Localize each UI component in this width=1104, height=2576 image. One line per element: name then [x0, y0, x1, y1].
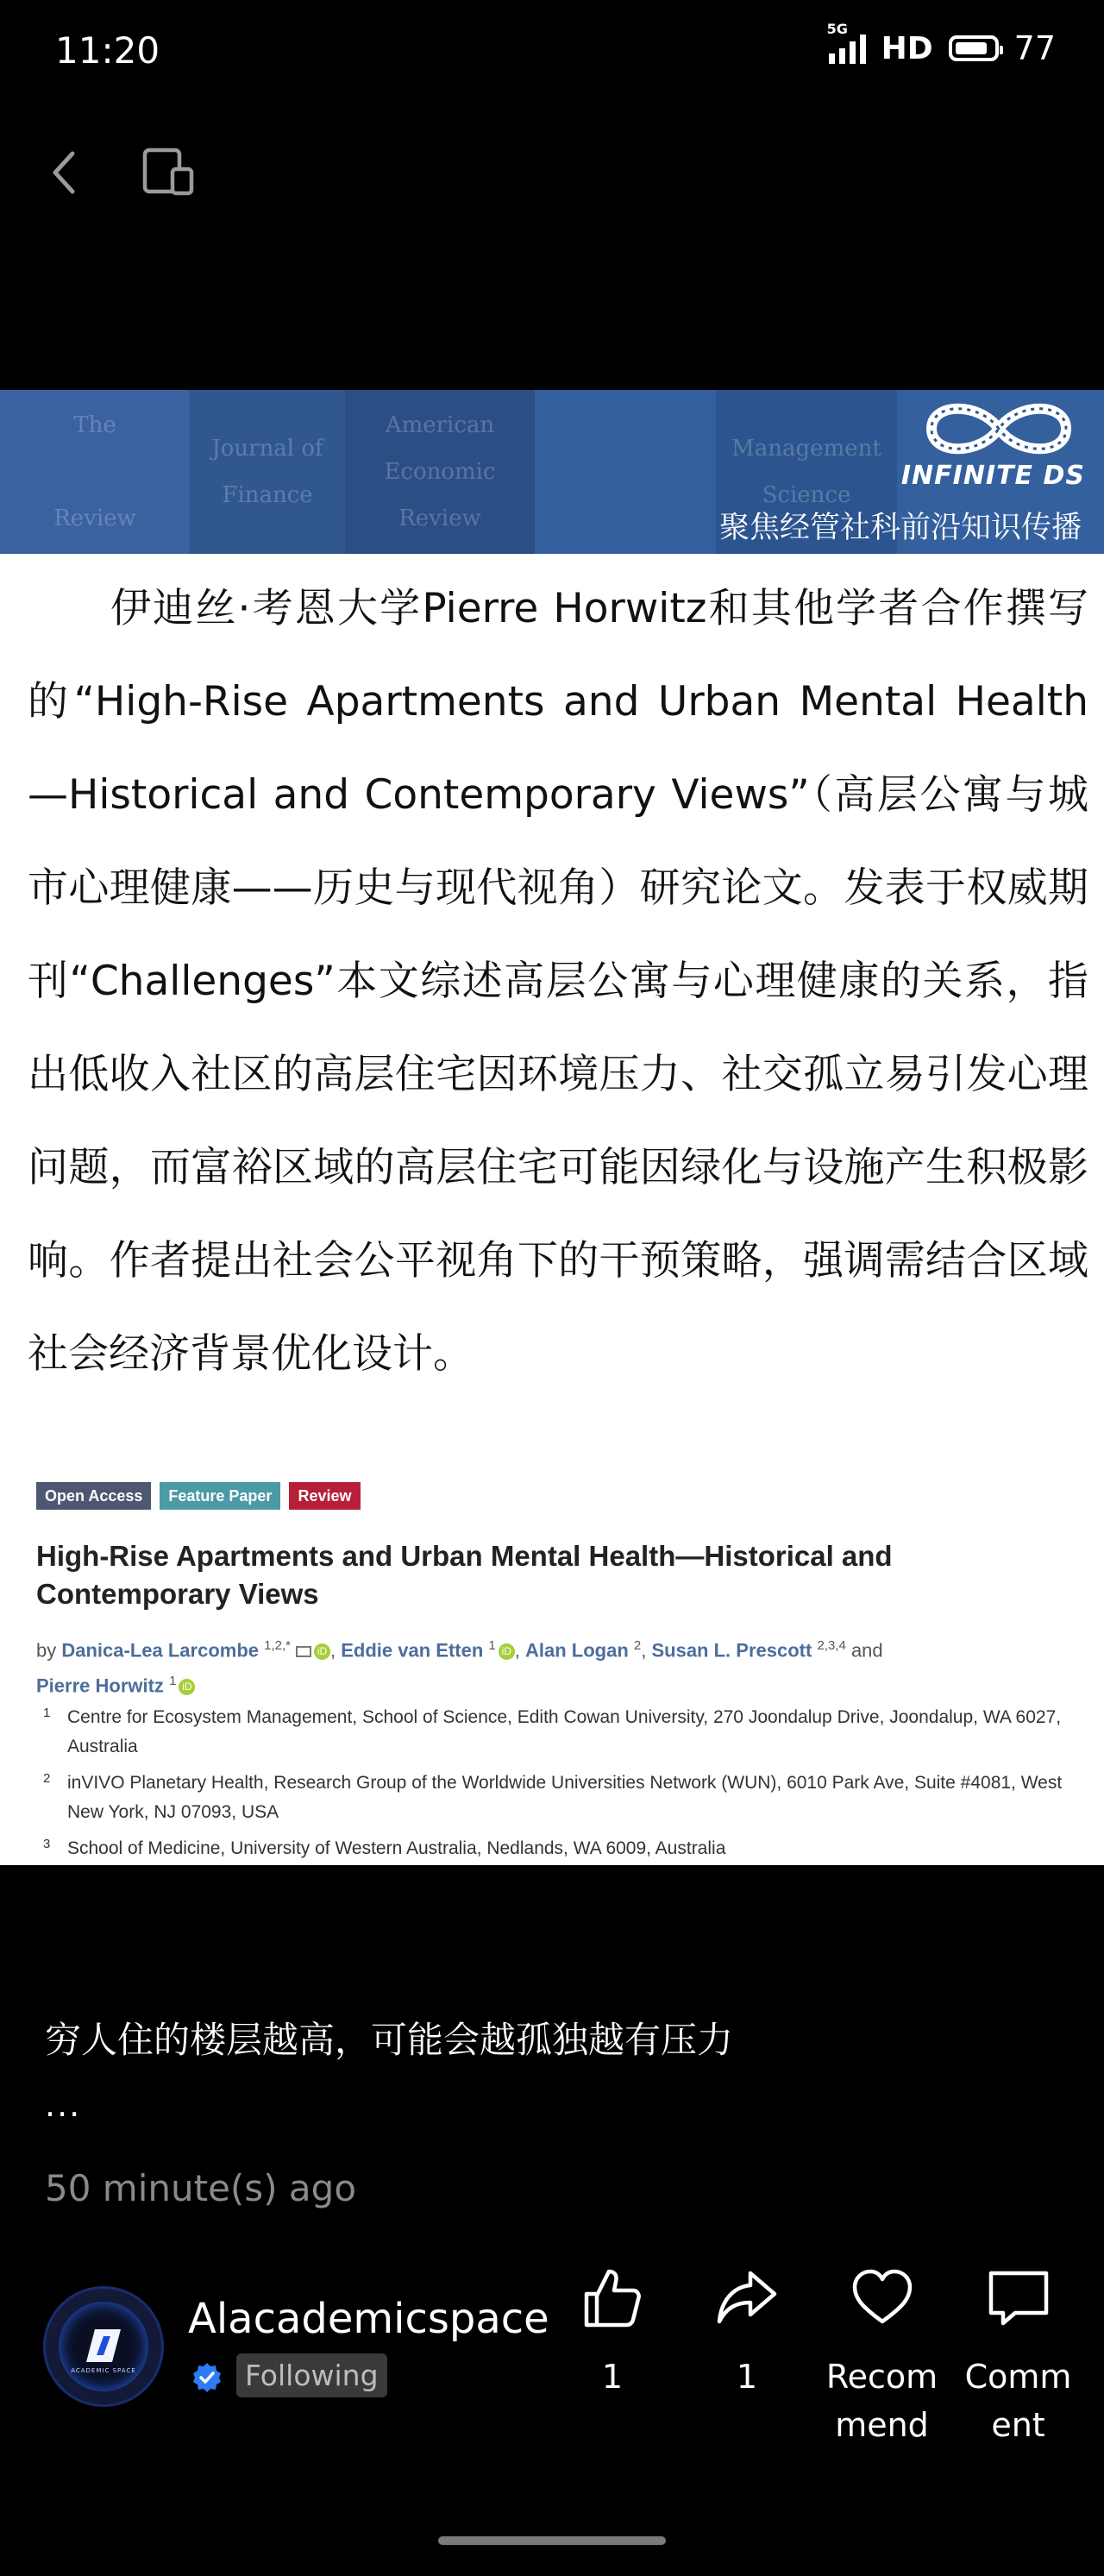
orcid-icon: iD	[179, 1679, 195, 1695]
author-name: Danica-Lea Larcombe	[61, 1639, 260, 1662]
banner-tagline: 聚焦经管社科前沿知识传播	[718, 511, 1082, 545]
network-type: 5G	[826, 21, 848, 37]
tag-review: Review	[289, 1482, 360, 1510]
banner-block: The Review	[0, 390, 190, 554]
author-name[interactable]: Alacademicspace	[188, 2295, 549, 2343]
status-bar	[0, 0, 1104, 104]
email-icon	[296, 1646, 311, 1657]
author-name: Alan Logan	[524, 1639, 629, 1662]
affiliation-item: 2 inVIVO Planetary Health, Research Group of the Worldwide Universities Network (WUN), 6010 Park Ave, Suite #4081, West New York, NJ 07093, USA	[43, 1771, 1063, 1822]
tag-open-access: Open Access	[36, 1482, 151, 1510]
paper-authors: by Danica-Lea Larcombe $^{1,2,*}$ iD , Eddie van Etten $^1$ iD , Alan Logan $^2$, Susan L. Prescott $^{2,3,4}$ and Pierre Horwitz $^1$ iD	[36, 1638, 883, 1697]
paper-title: High-Rise Apartments and Urban Mental Health—Historical and Contemporary Views	[36, 1540, 893, 1610]
following-button[interactable]: Following	[236, 2353, 387, 2397]
article-image[interactable]	[0, 390, 1104, 1865]
orcid-icon: iD	[314, 1643, 330, 1660]
brand-name: INFINITE DS	[900, 461, 1085, 491]
device-switch-icon[interactable]	[138, 141, 200, 204]
like-count: 1	[601, 2358, 624, 2396]
status-indicators	[826, 21, 1056, 67]
affiliation-item: 3 School of Medicine, University of Western Australia, Nedlands, WA 6009, Australia	[43, 1837, 726, 1858]
banner-block: Management Science	[716, 390, 897, 554]
article-paragraph: 伊迪丝·考恩大学Pierre Horwitz和其他学者合作撰写的“High-Rise Apartments and Urban Mental Health—Historical and Contemporary Views”（高层公寓与城市心理健康——历史与现代视角）研究论文。发表于权威期刊“Challenges”本文综述高层公寓与心理健康的关系，指出低收入社区的高层住宅因环境压力、社交孤立易引发心理问题，而富裕区域的高层住宅可能因绿化与设施产生积极影响。作者提出社会公平视角下的干预策略，强调需结合区域社会经济背景优化设计。	[28, 585, 1088, 1378]
comment-icon	[984, 2265, 1053, 2330]
post-timestamp: 50 minute(s) ago	[45, 2167, 357, 2209]
comment-label: Comm ent	[964, 2358, 1072, 2444]
paper-tags	[36, 1482, 361, 1510]
article-body	[28, 562, 1088, 1401]
author-name: Eddie van Etten	[341, 1639, 484, 1662]
orcid-icon: iD	[499, 1643, 515, 1660]
affiliation-item: 1 Centre for Ecosystem Management, School of Science, Edith Cowan University, 270 Joondalup Drive, Joondalup, WA 6027, Australia	[43, 1706, 1062, 1756]
verified-badge-icon	[191, 2362, 223, 2393]
expand-more[interactable]: ...	[45, 2086, 82, 2124]
chevron-left-icon[interactable]	[34, 141, 97, 204]
tag-feature-paper: Feature Paper	[160, 1482, 280, 1510]
thumbs-up-icon	[580, 2265, 645, 2330]
recommend-label: Recom mend	[825, 2358, 938, 2444]
share-button[interactable]	[712, 2265, 781, 2401]
signal-icon	[826, 21, 866, 64]
avatar-caption: ACADEMIC SPACE	[71, 2367, 136, 2374]
post-caption[interactable]: 穷人住的楼层越高，可能会越孤独越有压力	[45, 2019, 734, 2061]
battery-icon	[949, 35, 999, 61]
paper-affiliations	[43, 1703, 1095, 1865]
home-indicator[interactable]	[438, 2536, 666, 2545]
comment-button[interactable]	[956, 2265, 1081, 2449]
share-icon	[714, 2265, 780, 2330]
top-nav	[0, 129, 1104, 216]
banner-block: American Economic Review	[345, 390, 535, 554]
status-time: 11:20	[55, 29, 160, 72]
author-name: Susan L. Prescott	[651, 1639, 812, 1662]
avatar[interactable]	[43, 2286, 164, 2407]
author-name: Pierre Horwitz	[36, 1674, 164, 1697]
heart-icon	[850, 2265, 915, 2330]
hd-indicator: HD	[881, 30, 933, 66]
logo-glyph-icon	[85, 2328, 122, 2364]
banner-block: Journal of Finance	[190, 390, 345, 554]
like-button[interactable]	[578, 2265, 647, 2401]
recommend-button[interactable]	[819, 2265, 944, 2449]
share-count: 1	[736, 2358, 758, 2396]
infinity-logo-icon	[913, 397, 1085, 461]
banner-block	[535, 390, 716, 554]
journal-banner	[0, 390, 1104, 554]
battery-level: 77	[1013, 29, 1056, 67]
infinite-ds-logo	[878, 397, 1085, 491]
